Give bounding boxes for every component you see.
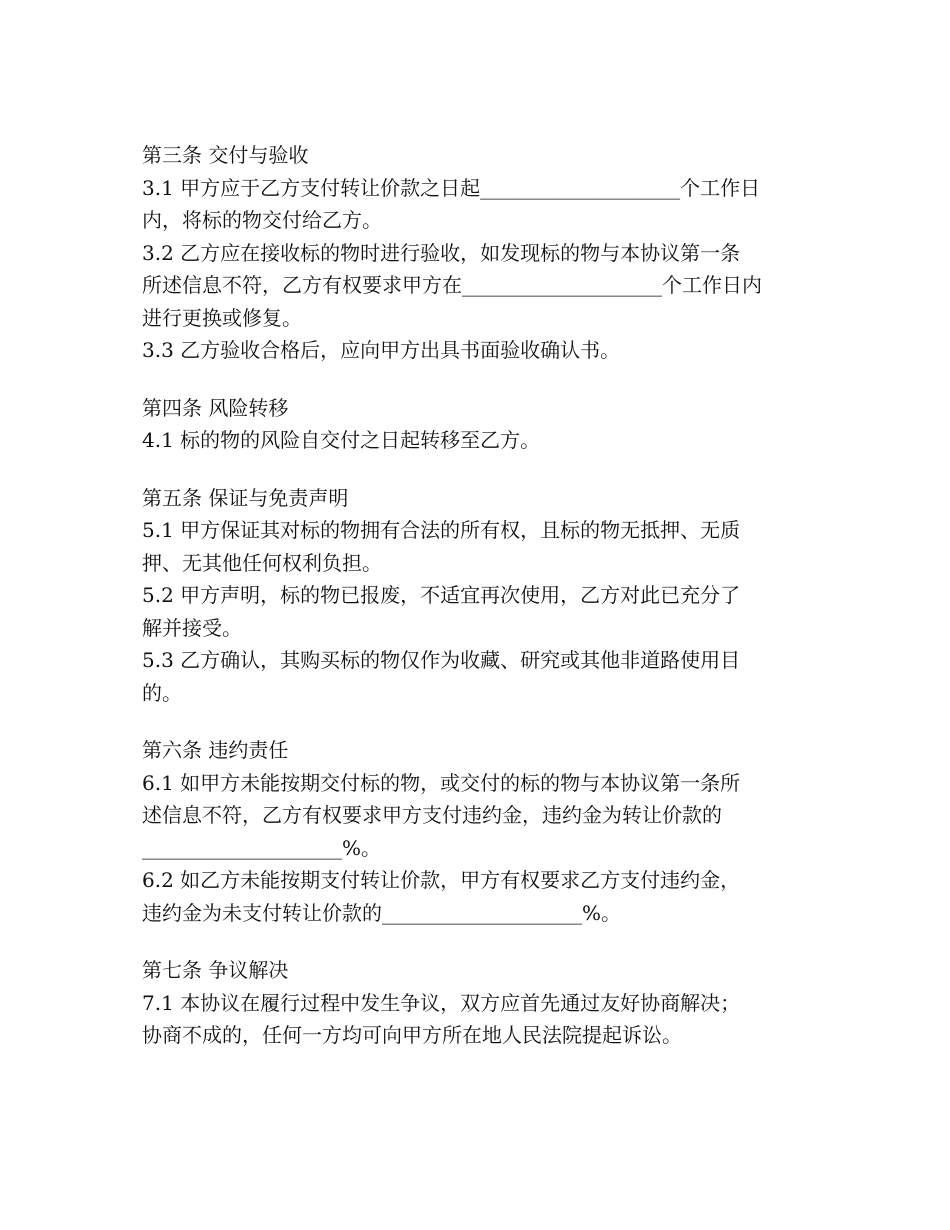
clause-line: 6.2 如乙方未能按期支付转让价款，甲方有权要求乙方支付违约金，	[142, 868, 741, 892]
clause-paragraph	[142, 864, 814, 929]
section-heading: 第六条 违约责任	[142, 738, 289, 762]
clause-line: 押、无其他任何权利负担。	[142, 550, 382, 575]
section-spacer	[142, 929, 814, 954]
contract-section	[142, 734, 814, 929]
clause-paragraph	[142, 767, 814, 865]
clause-line: 5.2 甲方声明，标的物已报废，不适宜再次使用，乙方对此已充分了	[142, 583, 741, 607]
section-heading: 第七条 争议解决	[142, 958, 289, 982]
clause-paragraph	[142, 237, 814, 335]
clause-line: 内，将标的物交付给乙方。	[142, 208, 382, 232]
clause-paragraph	[142, 172, 814, 237]
clause-line: 3.3 乙方验收合格后，应向甲方出具书面验收确认书。	[142, 338, 621, 362]
clause-line: 3.2 乙方应在接收标的物时进行验收，如发现标的物与本协议第一条	[142, 240, 741, 265]
clause-line: 的。	[142, 680, 182, 705]
clause-line: 解并接受。	[142, 615, 242, 640]
clause-line: 6.1 如甲方未能按期交付标的物，或交付的标的物与本协议第一条所	[142, 770, 741, 795]
clause-paragraph	[142, 579, 814, 644]
clause-paragraph	[142, 987, 814, 1052]
clause-paragraph	[142, 644, 814, 709]
section-spacer	[142, 367, 814, 392]
clause-line: 7.1 本协议在履行过程中发生争议，双方应首先通过友好协商解决；	[142, 990, 741, 1015]
clause-line: 述信息不符，乙方有权要求甲方支付违约金，违约金为转让价款的	[142, 803, 722, 827]
contract-section	[142, 392, 814, 457]
clause-line: 5.1 甲方保证其对标的物拥有合法的所有权，且标的物无抵押、无质	[142, 518, 741, 542]
clause-line: 3.1 甲方应于乙方支付转让价款之日起____________________个工作日	[142, 175, 761, 200]
section-spacer	[142, 709, 814, 734]
clause-line: 5.3 乙方确认，其购买标的物仅作为收藏、研究或其他非道路使用目	[142, 648, 741, 672]
clause-paragraph	[142, 424, 814, 457]
contract-body	[142, 139, 814, 1052]
contract-section	[142, 139, 814, 367]
clause-line: 协商不成的，任何一方均可向甲方所在地人民法院提起诉讼。	[142, 1023, 682, 1047]
contract-section	[142, 954, 814, 1052]
clause-line: 进行更换或修复。	[142, 305, 302, 330]
clause-line: ____________________%。	[142, 835, 382, 860]
clause-paragraph	[142, 334, 814, 367]
section-heading: 第四条 风险转移	[142, 395, 289, 420]
section-heading: 第三条 交付与验收	[142, 143, 309, 167]
section-heading: 第五条 保证与免责声明	[142, 485, 349, 510]
clause-paragraph	[142, 514, 814, 579]
contract-section	[142, 482, 814, 710]
clause-line: 4.1 标的物的风险自交付之日起转移至乙方。	[142, 428, 541, 452]
clause-line: 所述信息不符，乙方有权要求甲方在____________________个工作日内	[142, 273, 762, 297]
section-spacer	[142, 457, 814, 482]
clause-line: 违约金为未支付转让价款的____________________%。	[142, 900, 622, 925]
